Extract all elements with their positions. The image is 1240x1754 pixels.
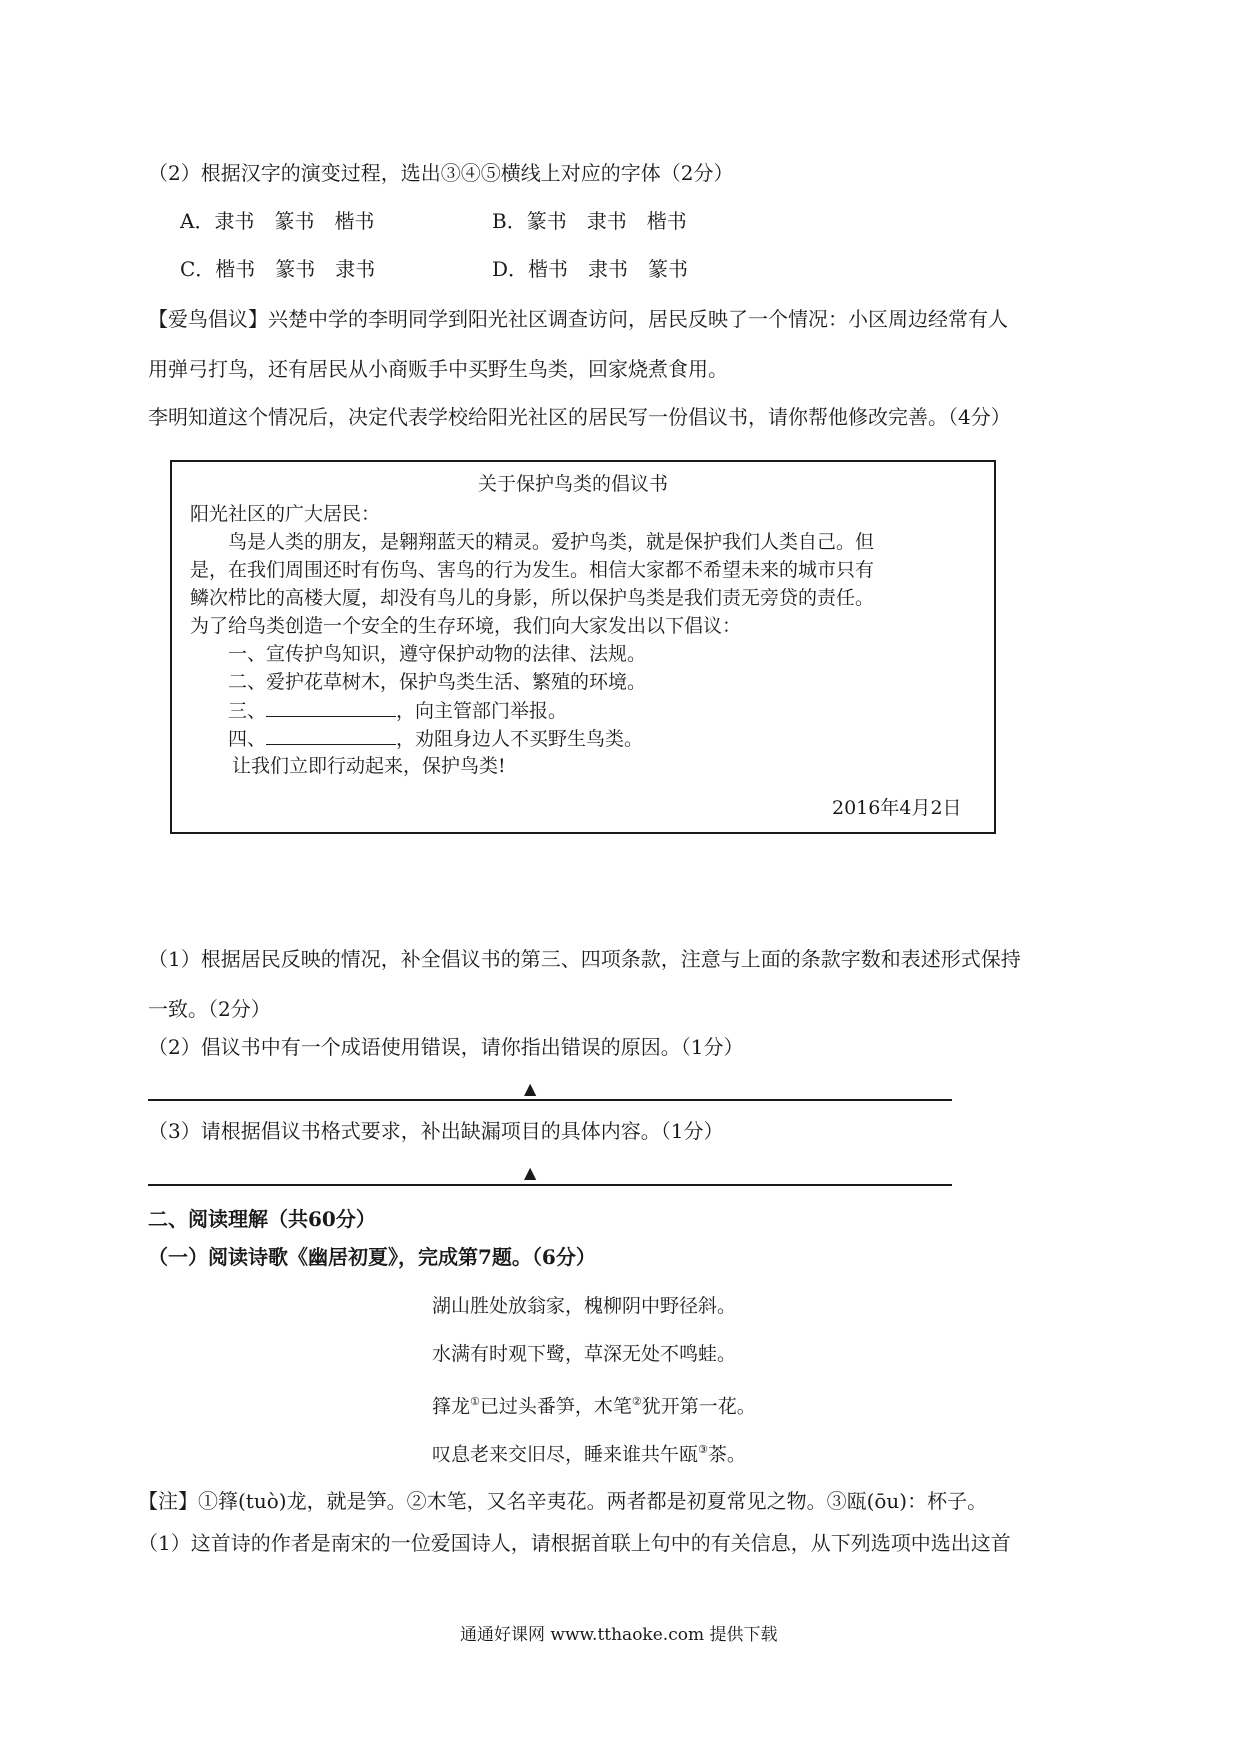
page-footer: 通通好课网 www.tthaoke.com 提供下载 — [460, 1625, 778, 1645]
q2-option-d: D．楷书 隶书 篆书 — [492, 257, 689, 281]
subq-3: （3）请根据倡议书格式要求，补出缺漏项目的具体内容。（1分） — [148, 1119, 724, 1143]
proposal-item-4 — [228, 726, 643, 751]
proposal-item-3-prefix: 三、 — [228, 700, 267, 722]
poem-line-3-part-c: 犹开第一花。 — [641, 1395, 756, 1418]
proposal-item-3 — [228, 698, 567, 723]
poem-line-1: 湖山胜处放翁家，槐柳阴中野径斜。 — [432, 1295, 737, 1317]
poem-line-3-part-a: 箨龙 — [432, 1395, 471, 1418]
footnote-ref-1: ① — [470, 1395, 480, 1408]
q2-option-c: C．楷书 篆书 隶书 — [180, 257, 376, 281]
proposal-title: 关于保护鸟类的倡议书 — [478, 473, 669, 495]
section-2-sub-1: （一）阅读诗歌《幽居初夏》，完成第7题。（6分） — [148, 1245, 596, 1269]
proposal-item-1: 一、宣传护鸟知识，遵守保护动物的法律、法规。 — [228, 643, 647, 665]
proposal-salutation: 阳光社区的广大居民： — [190, 503, 381, 525]
proposal-item-2: 二、爱护花草树木，保护鸟类生活、繁殖的环境。 — [228, 671, 647, 693]
poem-line-3-part-b: 已过头番笋，木笔 — [479, 1395, 632, 1418]
poem-note: 【注】①箨(tuò)龙，就是笋。②木笔，又名辛夷花。两者都是初夏常见之物。③瓯(ōu)：杯子。 — [138, 1489, 988, 1513]
proposal-box — [170, 460, 996, 834]
q2-option-a: A．隶书 篆书 楷书 — [180, 209, 375, 233]
footnote-ref-2: ② — [631, 1395, 642, 1408]
q2-stem: （2）根据汉字的演变过程，选出③④⑤横线上对应的字体（2分） — [148, 161, 734, 185]
proposal-item-4-suffix: ，劝阻身边人不买野生鸟类。 — [396, 728, 644, 750]
footnote-ref-3: ③ — [698, 1443, 708, 1456]
proposal-body-2: 是，在我们周围还时有伤鸟、害鸟的行为发生。相信大家都不希望未来的城市只有 — [190, 559, 875, 581]
proposal-item-4-prefix: 四、 — [228, 728, 267, 750]
ai-niao-line-2: 用弹弓打鸟，还有居民从小商贩手中买野生鸟类，回家烧煮食用。 — [148, 357, 728, 381]
subq-1-line-b: 一致。（2分） — [148, 997, 271, 1021]
proposal-body-1: 鸟是人类的朋友，是翱翔蓝天的精灵。爱护鸟类，就是保护我们人类自己。但 — [228, 531, 875, 553]
proposal-item-3-suffix: ，向主管部门举报。 — [396, 700, 568, 722]
answer-marker-2: ▲ — [524, 1163, 537, 1182]
q7-sub-1: （1）这首诗的作者是南宋的一位爱国诗人，请根据首联上句中的有关信息，从下列选项中选出这首 — [138, 1531, 1011, 1555]
answer-line-1[interactable] — [148, 1099, 952, 1101]
subq-1-line-a: （1）根据居民反映的情况，补全倡议书的第三、四项条款，注意与上面的条款字数和表述形式保持 — [148, 947, 1021, 971]
poem-line-4 — [432, 1438, 746, 1466]
section-2-heading: 二、阅读理解（共60分） — [148, 1207, 376, 1231]
subq-2: （2）倡议书中有一个成语使用错误，请你指出错误的原因。（1分） — [148, 1035, 744, 1059]
poem-line-4-part-b: 茶。 — [707, 1443, 746, 1466]
poem-line-3 — [432, 1390, 756, 1418]
proposal-closing: 让我们立即行动起来，保护鸟类! — [232, 755, 506, 777]
answer-marker-1: ▲ — [524, 1079, 537, 1098]
proposal-body-3: 鳞次栉比的高楼大厦，却没有鸟儿的身影，所以保护鸟类是我们责无旁贷的责任。 — [190, 587, 875, 609]
ai-niao-line-3: 李明知道这个情况后，决定代表学校给阳光社区的居民写一份倡议书，请你帮他修改完善。（4分） — [148, 405, 1011, 429]
proposal-date: 2016年4月2日 — [832, 797, 962, 819]
proposal-body-4: 为了给鸟类创造一个安全的生存环境，我们向大家发出以下倡议： — [190, 615, 742, 637]
proposal-item-3-blank[interactable] — [266, 698, 396, 717]
ai-niao-line-1: 【爱鸟倡议】兴楚中学的李明同学到阳光社区调查访问，居民反映了一个情况：小区周边经常有人 — [148, 307, 1008, 331]
proposal-item-4-blank[interactable] — [266, 726, 396, 745]
poem-line-4-part-a: 叹息老来交旧尽，睡来谁共午瓯 — [432, 1443, 699, 1466]
q2-option-b: B．篆书 隶书 楷书 — [492, 209, 687, 233]
answer-line-2[interactable] — [148, 1184, 952, 1186]
poem-line-2: 水满有时观下鹭，草深无处不鸣蛙。 — [432, 1343, 737, 1365]
